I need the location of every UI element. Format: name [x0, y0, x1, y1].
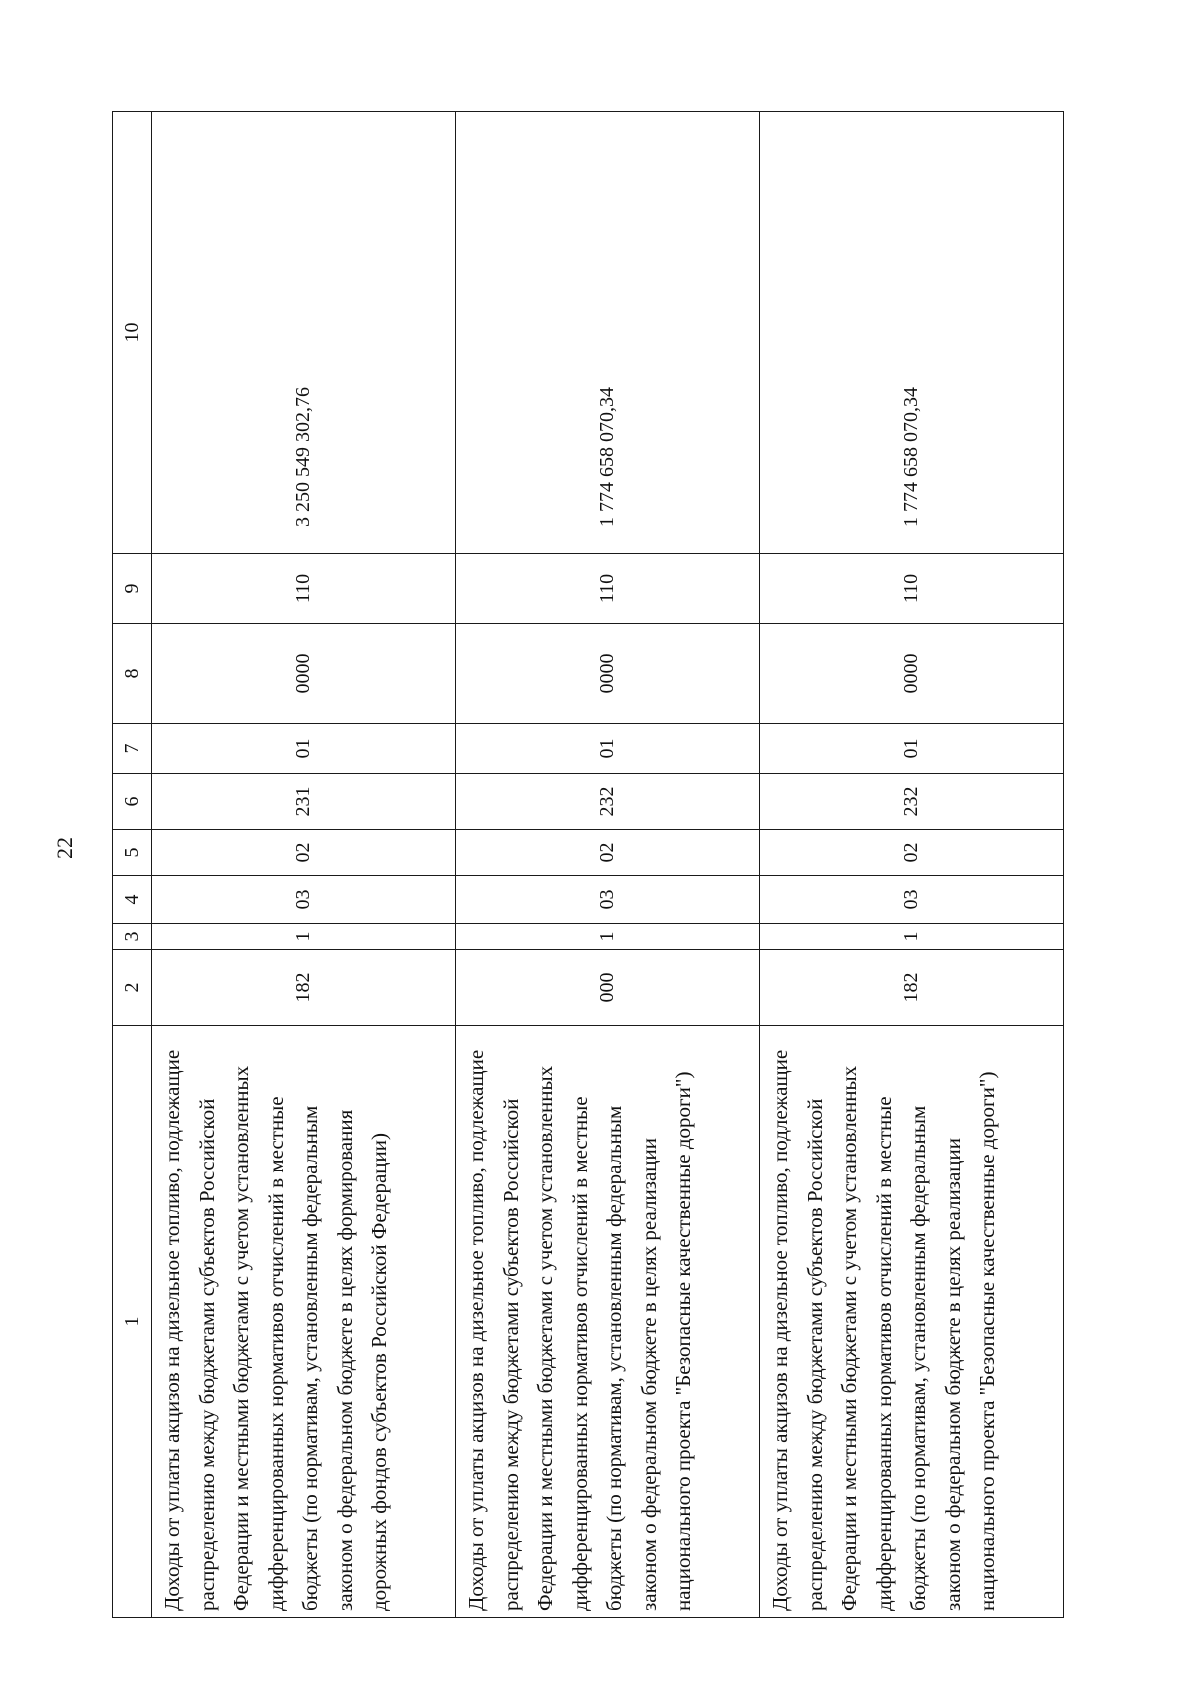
column-header: 7 — [113, 724, 152, 774]
column-header: 10 — [113, 112, 152, 554]
code-cell: 01 — [456, 724, 760, 774]
code-cell: 03 — [760, 876, 1064, 924]
table-row — [760, 112, 1064, 1618]
code-cell: 01 — [152, 724, 456, 774]
code-cell: 1 — [760, 924, 1064, 950]
table-row — [152, 112, 456, 1618]
code-cell: 1 — [456, 924, 760, 950]
code-cell: 232 — [760, 774, 1064, 830]
amount-value: 3 250 549 302,76 — [152, 112, 456, 554]
revenue-description: Доходы от уплаты акцизов на дизельное топливо, подлежащие распределению между бюджетами субъектов Российской Федерации и местными бюджетами с учетом установленных дифференцированных нормативов отчислений в местные бюджеты (по нормативам, установленным федеральным законом о федеральном бюджете в целях формирования дорожных фондов субъектов Российской Федерации) — [152, 1026, 456, 1618]
column-header: 4 — [113, 876, 152, 924]
code-cell: 0000 — [760, 624, 1064, 724]
code-cell: 110 — [760, 554, 1064, 624]
amount-value: 1 774 658 070,34 — [760, 112, 1064, 554]
code-cell: 110 — [456, 554, 760, 624]
code-cell: 231 — [152, 774, 456, 830]
code-cell: 02 — [760, 830, 1064, 876]
code-cell: 03 — [456, 876, 760, 924]
revenue-description: Доходы от уплаты акцизов на дизельное топливо, подлежащие распределению между бюджетами субъектов Российской Федерации и местными бюджетами с учетом установленных дифференцированных нормативов отчислений в местные бюджеты (по нормативам, установленным федеральным законом о федеральном бюджете в целях реализации национального проекта "Безопасные качественные дороги") — [760, 1026, 1064, 1618]
column-header: 3 — [113, 924, 152, 950]
code-cell: 02 — [456, 830, 760, 876]
code-cell: 1 — [152, 924, 456, 950]
code-cell: 0000 — [152, 624, 456, 724]
code-cell: 0000 — [456, 624, 760, 724]
code-cell: 232 — [456, 774, 760, 830]
column-header: 2 — [113, 950, 152, 1026]
code-cell: 02 — [152, 830, 456, 876]
page-number: 22 — [52, 837, 77, 859]
code-cell: 01 — [760, 724, 1064, 774]
column-header: 9 — [113, 554, 152, 624]
column-header: 6 — [113, 774, 152, 830]
code-cell: 182 — [760, 950, 1064, 1026]
code-cell: 03 — [152, 876, 456, 924]
amount-value: 1 774 658 070,34 — [456, 112, 760, 554]
code-cell: 182 — [152, 950, 456, 1026]
column-header: 5 — [113, 830, 152, 876]
column-header: 8 — [113, 624, 152, 724]
code-cell: 110 — [152, 554, 456, 624]
column-header: 1 — [113, 1026, 152, 1618]
table-header-row — [113, 112, 152, 1618]
revenue-description: Доходы от уплаты акцизов на дизельное топливо, подлежащие распределению между бюджетами субъектов Российской Федерации и местными бюджетами с учетом установленных дифференцированных нормативов отчислений в местные бюджеты (по нормативам, установленным федеральным законом о федеральном бюджете в целях реализации национального проекта "Безопасные качественные дороги") — [456, 1026, 760, 1618]
budget-revenue-table — [112, 111, 1064, 1618]
code-cell: 000 — [456, 950, 760, 1026]
table-row — [456, 112, 760, 1618]
